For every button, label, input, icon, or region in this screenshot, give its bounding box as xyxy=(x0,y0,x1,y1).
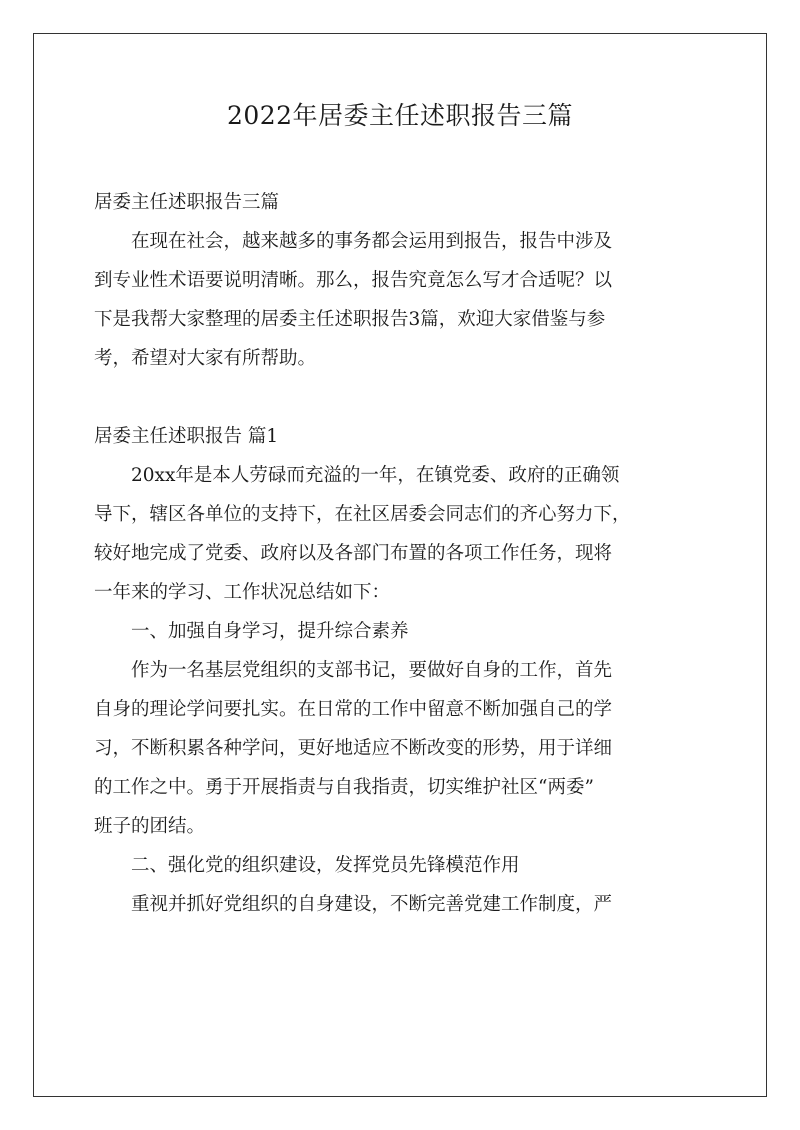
text-line: 较好地完成了党委、政府以及各部门布置的各项工作任务，现将 xyxy=(94,543,613,564)
text-line: 重视并抓好党组织的自身建设，不断完善党建工作制度，严 xyxy=(131,894,613,915)
text-line: 居委主任述职报告 篇1 xyxy=(94,426,279,447)
text-line: 习，不断积累各种学问，更好地适应不断改变的形势，用于详细 xyxy=(94,738,613,759)
blank-line xyxy=(94,378,706,417)
document-title: 2022年居委主任述职报告三篇 xyxy=(226,101,574,130)
text-line: 作为一名基层党组织的支部书记，要做好自身的工作，首先 xyxy=(131,660,613,681)
text-line: 在现在社会，越来越多的事务都会运用到报告，报告中涉及 xyxy=(131,231,613,252)
text-line: 二、强化党的组织建设，发挥党员先锋模范作用 xyxy=(131,855,520,876)
text-line: 下是我帮大家整理的居委主任述职报告3篇，欢迎大家借鉴与参 xyxy=(94,309,606,330)
text-line: 20xx年是本人劳碌而充溢的一年，在镇党委、政府的正确领 xyxy=(131,465,620,486)
text-line: 一、加强自身学习，提升综合素养 xyxy=(131,621,409,642)
text-line: 自身的理论学问要扎实。在日常的工作中留意不断加强自己的学 xyxy=(94,699,613,720)
text-line: 考，希望对大家有所帮助。 xyxy=(94,348,317,369)
text-line: 居委主任述职报告三篇 xyxy=(94,192,280,213)
document-body xyxy=(94,183,706,924)
text-line: 的工作之中。勇于开展指责与自我指责，切实维护社区“两委” xyxy=(94,777,594,798)
text-line: 班子的团结。 xyxy=(94,816,206,837)
text-line: 一年来的学习、工作状况总结如下： xyxy=(94,582,391,603)
text-line: 到专业性术语要说明清晰。那么，报告究竟怎么写才合适呢？以 xyxy=(94,270,613,291)
text-line: 导下，辖区各单位的支持下，在社区居委会同志们的齐心努力下， xyxy=(94,504,631,525)
